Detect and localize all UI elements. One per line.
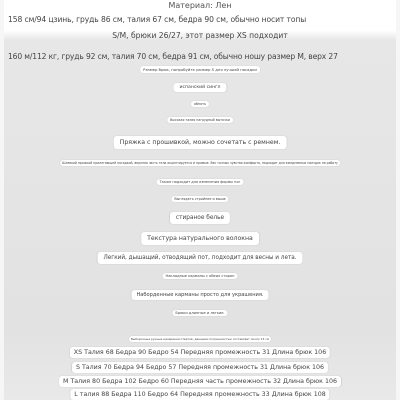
left-margin	[0, 0, 4, 400]
size-row-xs: XS Талия 68 Бедра 90 Бедро 54 Передняя промежность 31 Длина брюк 106	[70, 347, 330, 358]
model1-measurements-line2: S/M, брюки 26/27, этот размер XS подходит	[112, 31, 288, 40]
caption-buckle-belt: Пряжка с прошивкой, можно сочетать с ремнем.	[114, 136, 287, 149]
caption-hug: обнять	[191, 101, 209, 107]
model2-measurements-line1: 160 м/112 кг, грудь 92 см, талия 70 см, бедра 91 см, обычно ношу размер M, верх 27	[8, 52, 338, 61]
caption-pants-size: Размер брюк, попробуйте размер S для лучшей посадки	[140, 66, 260, 73]
caption-leg-shape: Также подходит для изменения формы ног	[157, 179, 244, 185]
caption-spanish-single: испанский сингл	[174, 83, 227, 92]
caption-decorative-pockets: Наборденные карманы просто для украшения.	[131, 290, 268, 300]
caption-washed-linen: стираное белье	[170, 212, 230, 224]
right-margin	[396, 0, 400, 400]
caption-high-waist-darts: Высокая талия нагрудный вытачки	[167, 117, 233, 123]
caption-breathable: Легкий, дышащий, отводящий пот, подходит для весны и лета.	[97, 252, 302, 264]
caption-natural-fiber: Текстура натурального волокна	[141, 232, 259, 245]
caption-patch-pockets: Накладные карманы с обеих сторон	[163, 273, 238, 279]
caption-belt-loops-fit: Шлевкой пряжкой прилегающей посадкой, верхняя часть тела акцентируется и прямые. Вес точных чувство комфорта, подходит для ежедневных поездок на работу	[62, 161, 338, 165]
caption-long-light: Брюки длинные и легкие.	[172, 310, 227, 316]
size-row-l: L талия 88 Бедра 110 Бедро 64 Передняя промежность 33 Длина брюк 108	[70, 389, 329, 400]
caption-slimmer-taller: Выглядеть стройнее и выше	[171, 196, 228, 202]
size-row-s: S Талия 70 Бедра 94 Бедро 57 Передняя промежность 31 Длина брюк 106	[72, 362, 328, 373]
size-row-m: M Талия 80 Бедра 102 Бедро 60 Передняя часть промежность 32 Длина брюк 106	[59, 376, 341, 387]
caption-measurement-note: Выборочные ручные измерения ответов, данными погрешностью составляет около 13 см	[131, 337, 269, 341]
model1-measurements-line1: 158 см/94 цзинь, грудь 86 см, талия 67 см, бедра 90 см, обычно носит топы	[8, 15, 307, 24]
material-text: Материал: Лен	[168, 1, 232, 10]
